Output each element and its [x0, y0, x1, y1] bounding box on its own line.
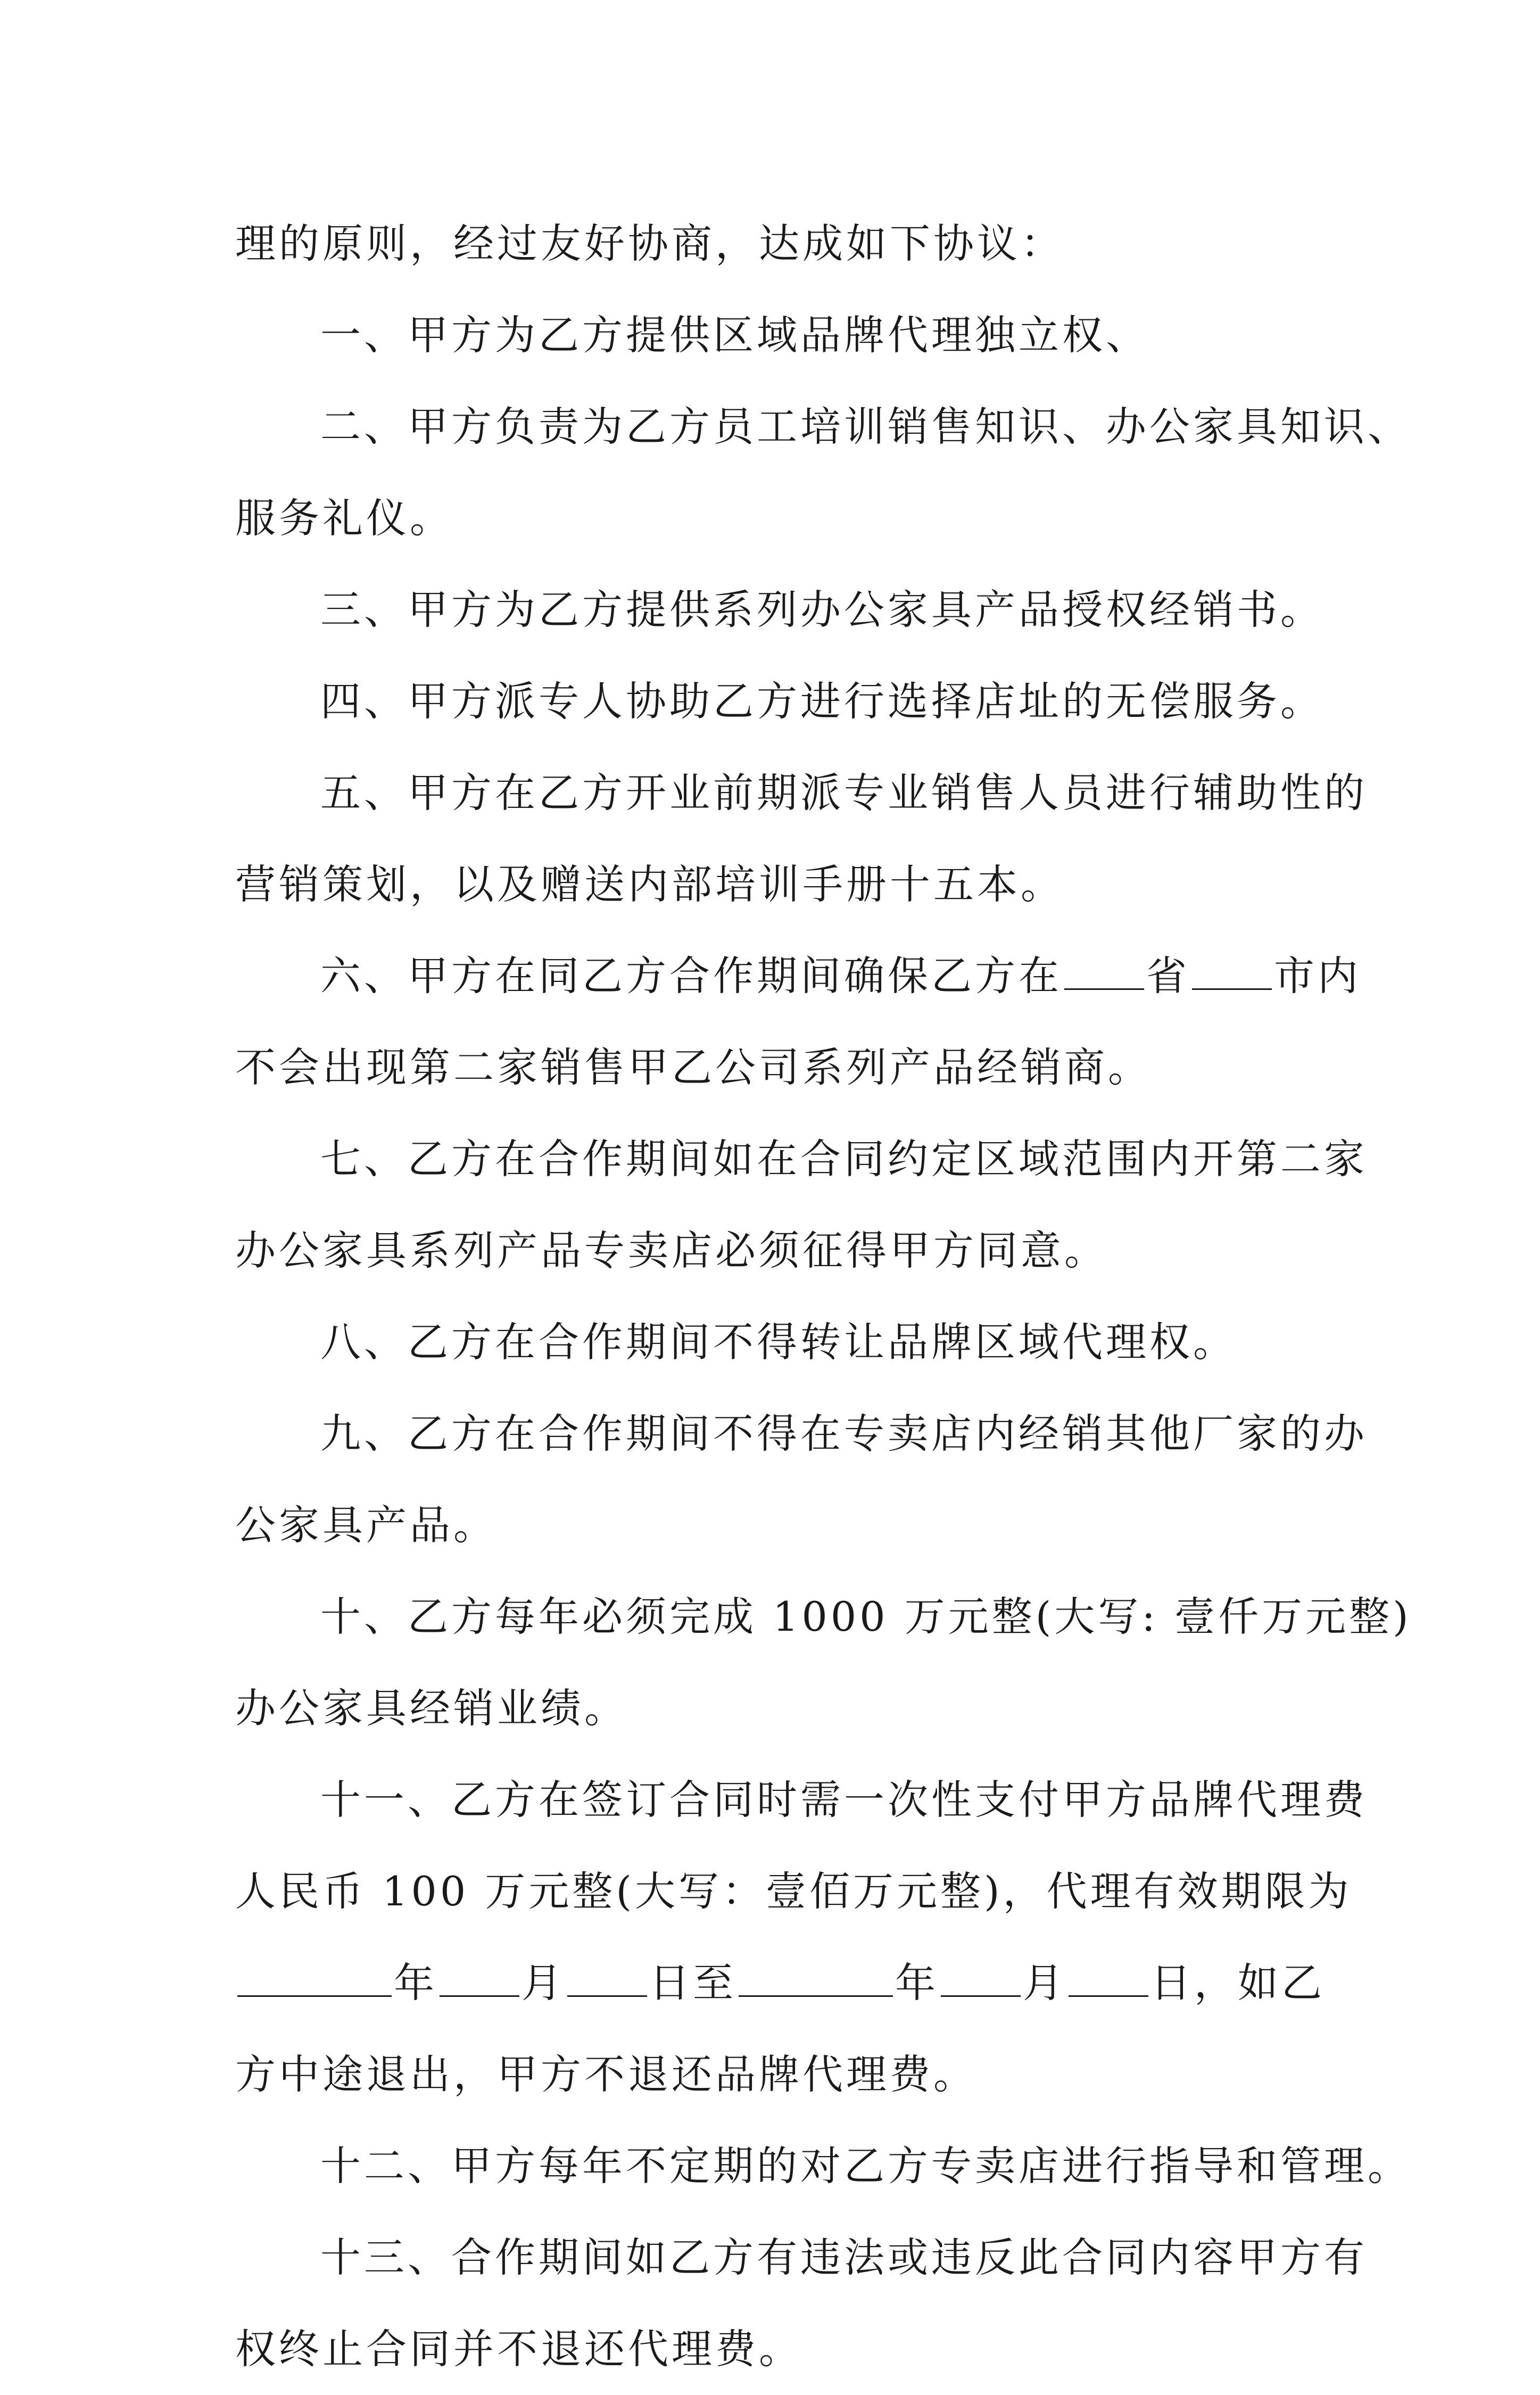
year-label: 年	[394, 1959, 437, 2006]
clause-2: 二、甲方负责为乙方员工培训销售知识、办公家具知识、	[320, 403, 1411, 450]
clause-5: 五、甲方在乙方开业前期派专业销售人员进行辅助性的	[320, 769, 1368, 816]
clause-10: 十、乙方每年必须完成 1000 万元整(大写: 壹仟万元整)	[320, 1593, 1412, 1640]
end-day-blank	[1069, 1958, 1148, 1997]
month-label: 月	[1023, 1959, 1066, 2006]
clause-7-cont: 办公家具系列产品专卖店必须征得甲方同意。	[235, 1227, 1108, 1274]
start-day-blank	[567, 1958, 647, 1997]
city-blank	[1192, 951, 1272, 990]
clause-6	[235, 930, 1361, 1022]
clause-12: 十二、甲方每年不定期的对乙方专卖店进行指导和管理。	[320, 2142, 1411, 2190]
clause-11-dates	[235, 1937, 1325, 2029]
clause-5-cont: 营销策划，以及赠送内部培训手册十五本。	[235, 861, 1064, 908]
clause-7: 七、乙方在合作期间如在合同约定区域范围内开第二家	[320, 1135, 1368, 1183]
province-label: 省	[1146, 952, 1190, 1000]
day-to-label: 日至	[649, 1959, 736, 2006]
clause-13-cont: 权终止合同并不退还代理费。	[235, 2325, 802, 2373]
clause-13: 十三、合作期间如乙方有违法或违反此合同内容甲方有	[320, 2234, 1368, 2281]
clause-1: 一、甲方为乙方提供区域品牌代理独立权、	[320, 311, 1149, 359]
clause-8: 八、乙方在合作期间不得转让品牌区域代理权。	[320, 1318, 1237, 1366]
clause-11: 十一、乙方在签订合同时需一次性支付甲方品牌代理费	[320, 1776, 1368, 1823]
month-label: 月	[521, 1959, 565, 2006]
clause-2-cont: 服务礼仪。	[235, 494, 453, 542]
clause-6-text: 六、甲方在同乙方合作期间确保乙方在	[320, 952, 1062, 1000]
start-year-blank	[237, 1958, 392, 1997]
clause-11-cont-2: 方中途退出，甲方不退还品牌代理费。	[235, 2051, 977, 2098]
clause-9-cont: 公家具产品。	[235, 1501, 497, 1549]
province-blank	[1064, 951, 1144, 990]
end-month-blank	[941, 1958, 1021, 1997]
clause-10-cont: 办公家具经销业绩。	[235, 1684, 628, 1732]
clause-11-cont: 人民币 100 万元整(大写：壹佰万元整)，代理有效期限为	[235, 1868, 1352, 1915]
day-label: 日，如乙	[1150, 1959, 1325, 2006]
start-month-blank	[440, 1958, 519, 1997]
city-label: 市内	[1274, 952, 1361, 1000]
end-year-blank	[739, 1958, 893, 1997]
year-label: 年	[895, 1959, 939, 2006]
clause-9: 九、乙方在合作期间不得在专卖店内经销其他厂家的办	[320, 1410, 1368, 1457]
clause-6-cont: 不会出现第二家销售甲乙公司系列产品经销商。	[235, 1044, 1152, 1091]
clause-4: 四、甲方派专人协助乙方进行选择店址的无偿服务。	[320, 678, 1324, 725]
document-page	[235, 198, 1412, 2395]
text-line: 理的原则，经过友好协商，达成如下协议：	[235, 220, 1064, 267]
clause-3: 三、甲方为乙方提供系列办公家具产品授权经销书。	[320, 586, 1324, 633]
